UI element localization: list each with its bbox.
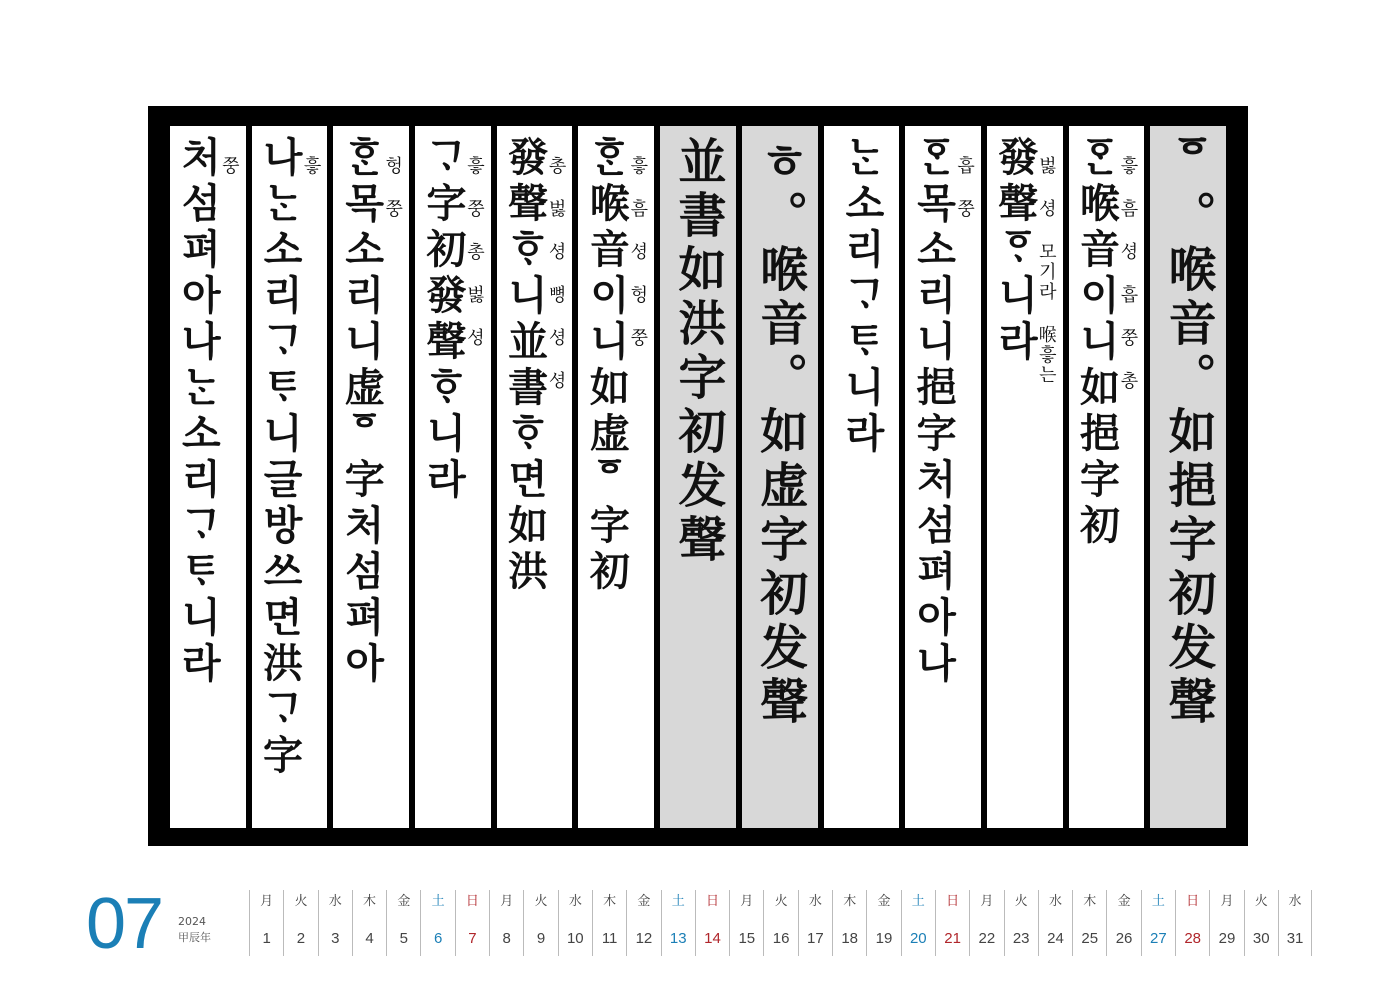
calendar-day-1	[249, 890, 283, 956]
day-number: 23	[1012, 930, 1030, 947]
day-number: 31	[1286, 930, 1304, 947]
weekday-label: 火	[534, 894, 548, 909]
calendar-day-5	[386, 890, 420, 956]
column-annotation-text: 흫 흠 셩 헝 쭝	[627, 156, 649, 348]
column-main-text: 發聲ᄒᆞ니並書ᄒᆞ면如洪	[501, 136, 549, 596]
weekday-label: 月	[1220, 894, 1234, 909]
print-column-3	[987, 126, 1063, 828]
calendar-day-6	[420, 890, 454, 956]
day-number: 19	[875, 930, 893, 947]
calendar-day-15	[729, 890, 763, 956]
column-main-text: ᄂᆞᆫ소리ᄀᆞᄐᆞ니라	[838, 136, 886, 458]
calendar-days	[249, 890, 1312, 956]
day-number: 1	[262, 930, 271, 947]
weekday-label: 金	[637, 894, 651, 909]
weekday-label: 水	[568, 894, 582, 909]
column-main-text: 나ᄂᆞᆫ소리ᄀᆞᄐᆞ니글방쓰면洪ᄀᆞ字	[256, 136, 304, 780]
calendar-day-4	[352, 890, 386, 956]
column-main-text: ㅎ。喉音。如虚字初发聲	[751, 136, 808, 730]
print-column-text	[987, 136, 1063, 822]
weekday-label: 木	[603, 894, 617, 909]
day-number: 26	[1115, 930, 1133, 947]
weekday-label: 火	[294, 894, 308, 909]
print-column-12	[252, 126, 328, 828]
weekday-label: 日	[465, 894, 479, 909]
print-column-text	[660, 136, 736, 822]
day-number: 12	[635, 930, 653, 947]
calendar-day-17	[798, 890, 832, 956]
column-annotation-text: 흫 쭝 총 벓 셩	[463, 156, 485, 348]
weekday-label: 月	[980, 894, 994, 909]
column-annotation-text: 흡 쭝	[954, 156, 976, 219]
weekday-label: 金	[1117, 894, 1131, 909]
calendar-day-2	[283, 890, 317, 956]
column-main-text: ᄒᆞᆫ喉音이니如虚ᅙ字初	[583, 136, 631, 596]
day-number: 10	[566, 930, 584, 947]
column-annotation-text: 총 벓 셩 뼝 셩 셩	[545, 156, 567, 391]
print-column-text	[252, 136, 328, 822]
print-column-13	[170, 126, 246, 828]
day-number: 3	[331, 930, 340, 947]
print-column-6	[742, 126, 818, 828]
weekday-label: 水	[808, 894, 822, 909]
calendar-day-28	[1175, 890, 1209, 956]
day-number: 5	[399, 930, 408, 947]
weekday-label: 火	[1014, 894, 1028, 909]
print-column-2	[1069, 126, 1145, 828]
calendar-day-20	[901, 890, 935, 956]
column-main-text: ᅙ。喉音。如挹字初发聲	[1160, 136, 1217, 730]
weekday-label: 水	[328, 894, 342, 909]
print-column-text	[742, 136, 818, 822]
print-column-10	[415, 126, 491, 828]
print-column-8	[578, 126, 654, 828]
weekday-label: 木	[1083, 894, 1097, 909]
day-number: 6	[433, 930, 443, 947]
weekday-label: 月	[500, 894, 514, 909]
weekday-label: 水	[1048, 894, 1062, 909]
calendar-day-8	[489, 890, 523, 956]
weekday-label: 土	[1151, 894, 1165, 909]
column-main-text: 並書如洪字初发聲	[670, 136, 727, 568]
day-number: 17	[807, 930, 824, 947]
day-number: 18	[841, 930, 859, 947]
weekday-label: 月	[260, 894, 274, 909]
weekday-label: 日	[1186, 894, 1200, 909]
weekday-label: 土	[671, 894, 685, 909]
calendar-day-14	[695, 890, 729, 956]
weekday-label: 土	[431, 894, 445, 909]
day-number: 2	[296, 930, 306, 947]
print-column-9	[497, 126, 573, 828]
print-column-4	[905, 126, 981, 828]
column-annotation-text: 흫 흠 셩 흡 쭝 총	[1117, 156, 1139, 391]
calendar-day-10	[558, 890, 592, 956]
calendar-day-22	[969, 890, 1003, 956]
print-column-7	[660, 126, 736, 828]
calendar-year-block	[178, 914, 211, 946]
calendar-day-21	[935, 890, 969, 956]
print-column-text	[824, 136, 900, 822]
day-number: 27	[1150, 930, 1167, 947]
day-number: 28	[1184, 930, 1201, 947]
calendar-day-26	[1106, 890, 1140, 956]
print-column-text	[905, 136, 981, 822]
print-column-text	[415, 136, 491, 822]
calendar-day-19	[866, 890, 900, 956]
weekday-label: 日	[946, 894, 960, 909]
calendar-day-12	[626, 890, 660, 956]
calendar-day-24	[1038, 890, 1072, 956]
print-column-text	[170, 136, 246, 822]
weekday-label: 金	[877, 894, 891, 909]
day-number: 8	[502, 930, 511, 947]
weekday-label: 木	[363, 894, 377, 909]
column-annotation-text: 흫	[300, 156, 322, 176]
day-number: 16	[772, 930, 790, 947]
woodblock-print-page	[148, 106, 1248, 846]
calendar-year: 2024	[178, 915, 206, 928]
calendar-strip	[0, 880, 1400, 980]
weekday-label: 金	[397, 894, 411, 909]
weekday-label: 日	[706, 894, 720, 909]
day-number: 11	[601, 930, 618, 947]
weekday-label: 火	[774, 894, 788, 909]
column-main-text: ᄀᆞ字初發聲ᄒᆞ니라	[419, 136, 467, 504]
column-annotation-text: 헝 쭝	[382, 156, 404, 219]
column-annotation-text: 벓 셩 모기라 喉흫는	[1035, 156, 1057, 385]
day-number: 15	[738, 930, 756, 947]
print-column-text	[497, 136, 573, 822]
calendar-day-31	[1278, 890, 1312, 956]
day-number: 29	[1218, 930, 1236, 947]
print-column-1	[1150, 126, 1226, 828]
calendar-day-29	[1209, 890, 1243, 956]
calendar-zodiac-year: 甲辰年	[178, 931, 211, 944]
day-number: 9	[536, 930, 546, 947]
weekday-label: 木	[843, 894, 857, 909]
day-number: 14	[704, 930, 721, 947]
day-number: 13	[669, 930, 687, 947]
column-main-text: 처섬펴아나ᄂᆞᆫ소리ᄀᆞᄐᆞ니라	[174, 136, 222, 688]
calendar-day-13	[661, 890, 695, 956]
calendar-day-16	[763, 890, 797, 956]
print-column-text	[1069, 136, 1145, 822]
day-number: 30	[1252, 930, 1270, 947]
calendar-day-7	[455, 890, 489, 956]
weekday-label: 火	[1254, 894, 1268, 909]
column-main-text: ᄒᆞᆫ목소리니虚ᅙ字처섬펴아	[338, 136, 386, 688]
column-main-text: ᅙᆞᆫ喉音이니如挹字初	[1073, 136, 1121, 550]
print-column-5	[824, 126, 900, 828]
day-number: 20	[909, 930, 927, 947]
calendar-month: 07	[86, 884, 163, 964]
calendar-day-30	[1244, 890, 1278, 956]
day-number: 4	[365, 930, 374, 947]
column-main-text: ᅙᆞᆫ목소리니挹字처섬펴아나	[910, 136, 958, 688]
day-number: 25	[1081, 930, 1099, 947]
day-number: 22	[978, 930, 996, 947]
calendar-day-3	[318, 890, 352, 956]
day-number: 24	[1047, 930, 1064, 947]
print-column-text	[333, 136, 409, 822]
calendar-day-18	[832, 890, 866, 956]
calendar-day-11	[592, 890, 626, 956]
calendar-day-9	[523, 890, 557, 956]
weekday-label: 月	[740, 894, 754, 909]
column-annotation-text: 쭝	[218, 156, 240, 176]
print-column-11	[333, 126, 409, 828]
calendar-day-25	[1072, 890, 1106, 956]
weekday-label: 水	[1288, 894, 1302, 909]
day-number: 7	[468, 930, 477, 947]
calendar-day-23	[1004, 890, 1038, 956]
column-main-text: 發聲ᅙᆞ니라	[991, 136, 1039, 366]
day-number: 21	[944, 930, 961, 947]
weekday-label: 土	[911, 894, 925, 909]
calendar-day-27	[1141, 890, 1175, 956]
print-column-text	[1150, 136, 1226, 822]
print-column-text	[578, 136, 654, 822]
print-column-area	[170, 126, 1226, 828]
